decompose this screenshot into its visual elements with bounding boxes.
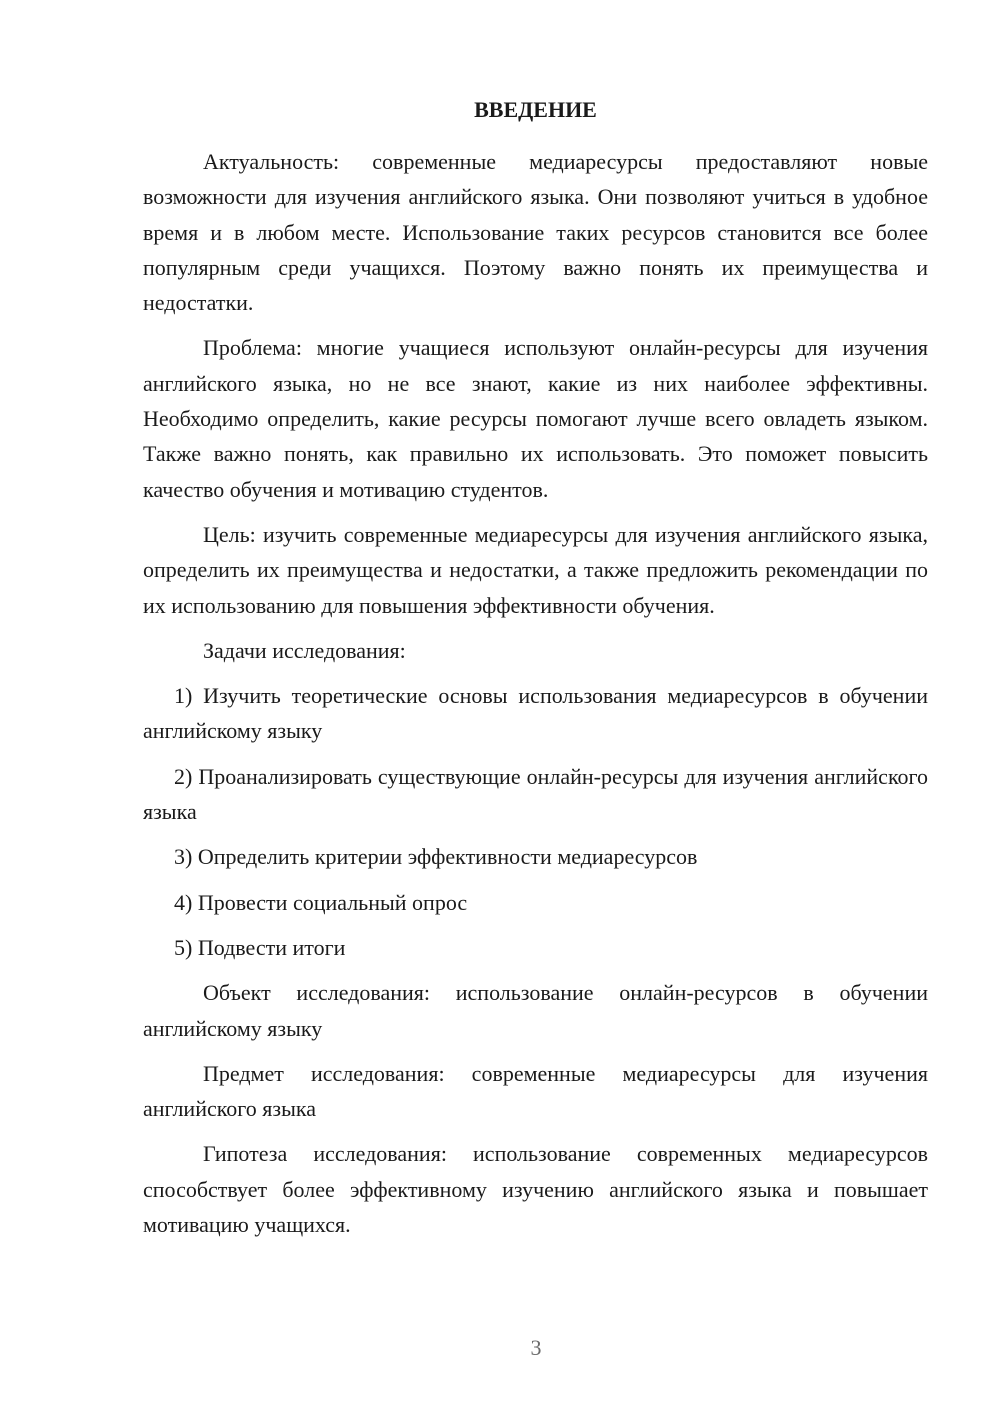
goal-paragraph: Цель: изучить современные медиаресурсы для изучения английского языка, определить их преимущества и недостатки, а также предложить рекомендации по их использованию для повышения эффективности обучения. (143, 521, 928, 618)
object-paragraph: Объект исследования: использование онлайн-ресурсов в обучении английскому языку (143, 980, 928, 1041)
tasks-heading: Задачи исследования: (203, 637, 406, 663)
task-item-1: 1) Изучить теоретические основы использования медиаресурсов в обучении английскому языку (143, 683, 928, 744)
subject-paragraph: Предмет исследования: современные медиаресурсы для изучения английского языка (143, 1060, 928, 1122)
relevance-paragraph: Актуальность: современные медиаресурсы предоставляют новые возможности для изучения английского языка. Они позволяют учиться в удобное время и в любом месте. Использование таких ресурсов становится все более популярным среди учащихся. Поэтому важно понять их преимущества и недостатки. (143, 149, 928, 316)
task-item-4: 4) Провести социальный опрос (174, 889, 468, 915)
page-number: 3 (530, 1335, 542, 1360)
page-content (143, 92, 928, 1252)
problem-paragraph: Проблема: многие учащиеся используют онлайн-ресурсы для изучения английского языка, но не все знают, какие из них наиболее эффективны. Необходимо определить, какие ресурсы помогают лучше всего овладеть языком. Также важно понять, как правильно их использовать. Это поможет повысить качество обучения и мотивацию студентов. (143, 335, 928, 502)
hypothesis-paragraph: Гипотеза исследования: использование современных медиаресурсов способствует более эффективному изучению английского языка и повышает мотивацию учащихся. (143, 1141, 928, 1238)
task-item-3: 3) Определить критерии эффективности медиаресурсов (174, 844, 698, 870)
section-title: ВВЕДЕНИЕ (474, 97, 597, 122)
task-item-2: 2) Проанализировать существующие онлайн-ресурсы для изучения английского языка (143, 763, 928, 825)
task-item-5: 5) Подвести итоги (174, 934, 346, 960)
